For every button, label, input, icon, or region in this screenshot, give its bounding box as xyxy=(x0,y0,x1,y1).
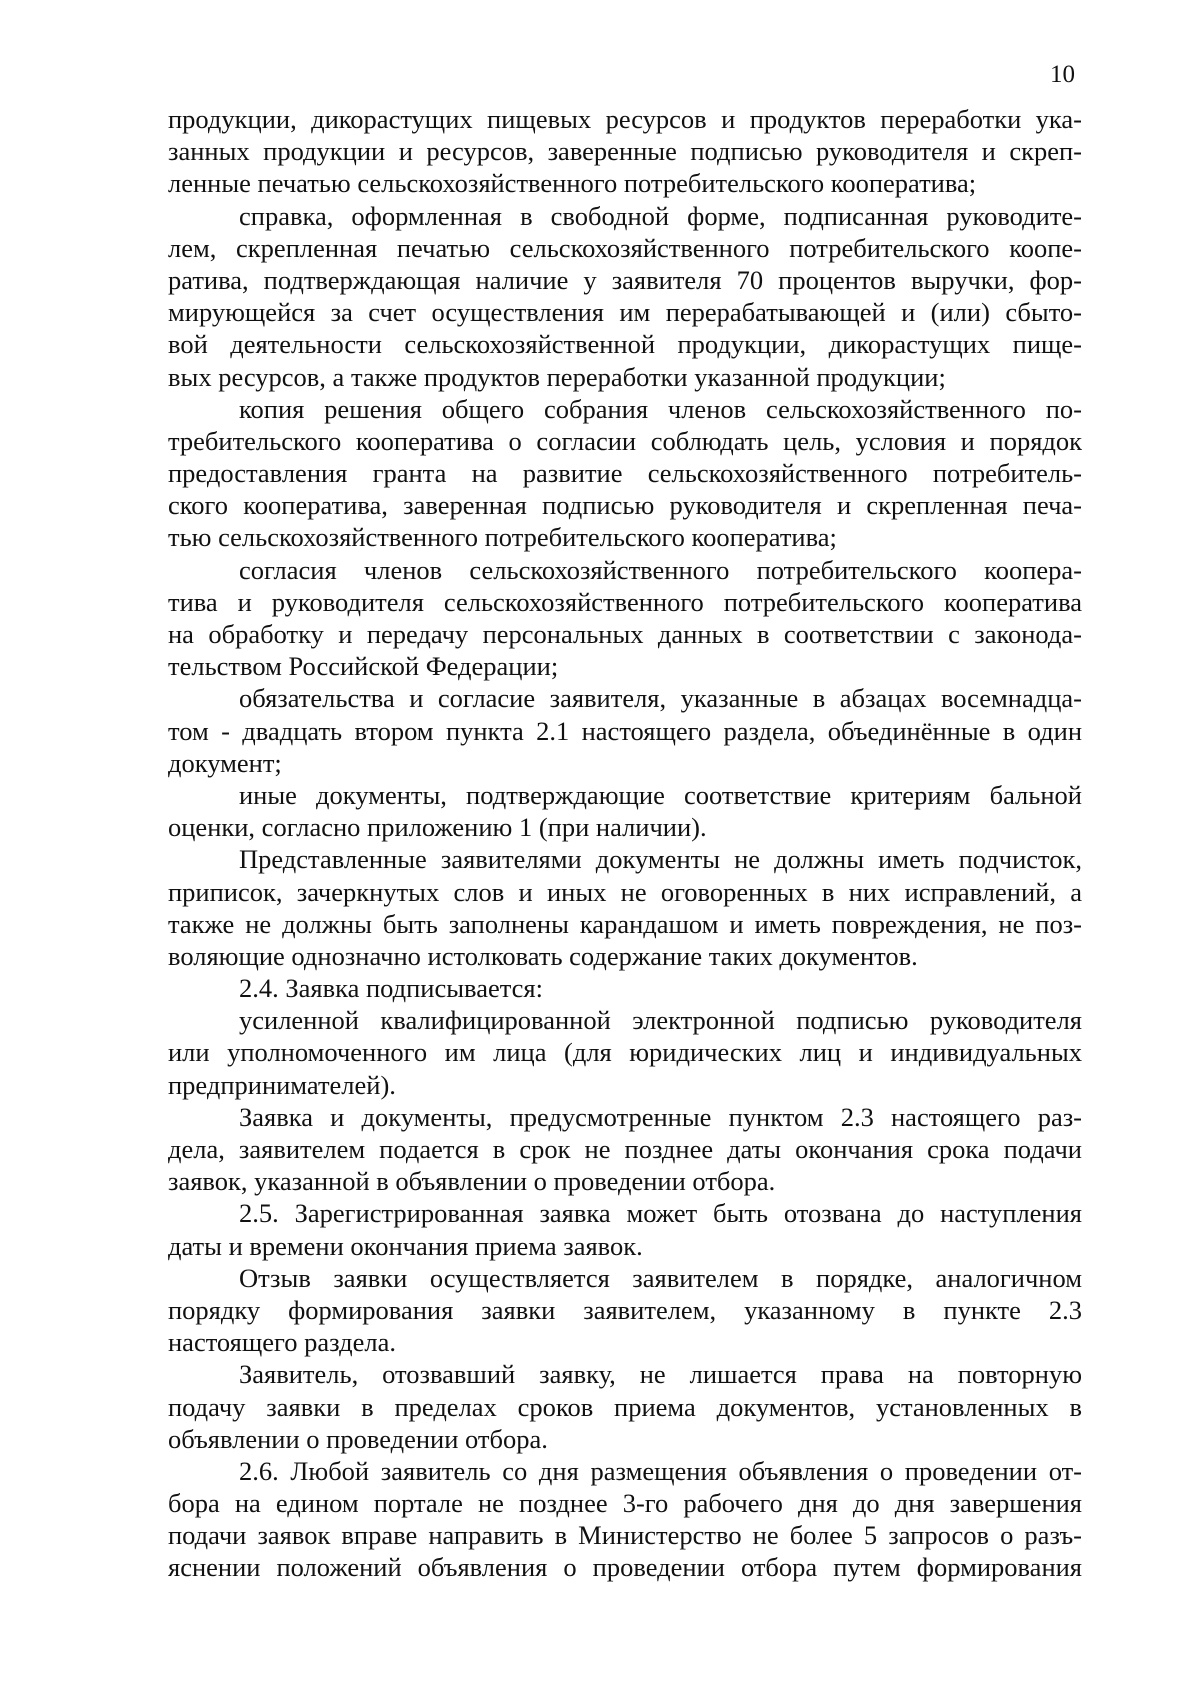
text-line: Заявитель, отозвавший заявку, не лишается права на повторную xyxy=(239,1359,1082,1390)
text-line: Заявка и документы, предусмотренные пунктом 2.3 настоящего раз- xyxy=(239,1101,1082,1132)
text-line: предоставления гранта на развитие сельскохозяйственного потребитель- xyxy=(168,458,1082,489)
text-line: вых ресурсов, а также продуктов переработки указанной продукции; xyxy=(168,361,946,392)
paragraph xyxy=(168,1455,1082,1584)
document-body xyxy=(168,103,1082,1584)
text-line: 2.6. Любой заявитель со дня размещения объявления о проведении от- xyxy=(239,1455,1082,1486)
text-line: бора на едином портале не позднее 3-го рабочего дня до дня завершения xyxy=(168,1488,1082,1519)
text-line: яснении положений объявления о проведении отбора путем формирования xyxy=(168,1552,1082,1583)
paragraph xyxy=(168,1262,1082,1359)
page-number: 10 xyxy=(1050,61,1075,88)
text-line: предпринимателей). xyxy=(168,1069,396,1100)
paragraph xyxy=(168,1197,1082,1261)
paragraph xyxy=(168,393,1082,554)
text-line: подачи заявок вправе направить в Министерство не более 5 запросов о разъ- xyxy=(168,1520,1082,1551)
text-line: объявлении о проведении отбора. xyxy=(168,1423,548,1454)
paragraph xyxy=(168,682,1082,779)
text-line: порядку формирования заявки заявителем, указанному в пункте 2.3 xyxy=(168,1294,1082,1325)
text-line: ленные печатью сельскохозяйственного потребительского кооператива; xyxy=(168,168,977,199)
paragraph xyxy=(168,200,1082,393)
paragraph xyxy=(168,103,1082,200)
text-line: иные документы, подтверждающие соответствие критериям бальной xyxy=(239,779,1082,810)
text-line: мирующейся за счет осуществления им перерабатывающей и (или) сбыто- xyxy=(168,297,1082,328)
text-line: оценки, согласно приложению 1 (при наличии). xyxy=(168,812,707,843)
text-line: справка, оформленная в свободной форме, подписанная руководите- xyxy=(239,200,1082,231)
paragraph xyxy=(168,779,1082,843)
text-line: том - двадцать втором пункта 2.1 настоящего раздела, объединённые в один xyxy=(168,715,1082,746)
text-line: воляющие однозначно истолковать содержание таких документов. xyxy=(168,940,918,971)
text-line: 2.4. Заявка подписывается: xyxy=(239,973,543,1004)
text-line: копия решения общего собрания членов сельскохозяйственного по- xyxy=(239,393,1082,424)
text-line: на обработку и передачу персональных данных в соответствии с законода- xyxy=(168,619,1082,649)
paragraph xyxy=(168,972,1082,1004)
text-line: ского кооператива, заверенная подписью руководителя и скрепленная печа- xyxy=(168,490,1082,521)
text-line: 2.5. Зарегистрированная заявка может быть отозвана до наступления xyxy=(239,1198,1082,1229)
text-line: или уполномоченного им лица (для юридических лиц и индивидуальных xyxy=(168,1037,1082,1068)
text-line: усиленной квалифицированной электронной подписью руководителя xyxy=(239,1005,1082,1036)
text-line: ратива, подтверждающая наличие у заявителя 70 процентов выручки, фор- xyxy=(168,264,1082,295)
text-line: вой деятельности сельскохозяйственной продукции, дикорастущих пище- xyxy=(168,329,1082,360)
text-line: Отзыв заявки осуществляется заявителем в порядке, аналогичном xyxy=(239,1262,1082,1293)
text-line: также не должны быть заполнены карандашом и иметь повреждения, не поз- xyxy=(168,908,1082,939)
text-line: обязательства и согласие заявителя, указанные в абзацах восемнадца- xyxy=(239,683,1082,714)
text-line: тью сельскохозяйственного потребительского кооператива; xyxy=(168,522,837,553)
paragraph xyxy=(168,1358,1082,1455)
text-line: даты и времени окончания приема заявок. xyxy=(168,1230,643,1261)
text-line: лем, скрепленная печатью сельскохозяйственного потребительского коопе- xyxy=(168,232,1082,263)
paragraph xyxy=(168,1004,1082,1101)
text-line: занных продукции и ресурсов, заверенные подписью руководителя и скреп- xyxy=(168,136,1082,167)
text-line: Представленные заявителями документы не должны иметь подчисток, xyxy=(239,844,1082,875)
text-line: документ; xyxy=(168,747,282,778)
text-line: согласия членов сельскохозяйственного потребительского коопера- xyxy=(239,554,1082,585)
text-line: тельством Российской Федерации; xyxy=(168,651,559,682)
text-line: тива и руководителя сельскохозяйственного потребительского кооператива xyxy=(168,586,1082,617)
text-line: подачу заявки в пределах сроков приема документов, установленных в xyxy=(168,1391,1082,1422)
text-line: требительского кооператива о согласии соблюдать цель, условия и порядок xyxy=(168,425,1082,456)
text-line: приписок, зачеркнутых слов и иных не оговоренных в них исправлений, а xyxy=(168,876,1082,907)
text-line: продукции, дикорастущих пищевых ресурсов и продуктов переработки ука- xyxy=(168,104,1082,134)
paragraph xyxy=(168,554,1082,683)
text-line: заявок, указанной в объявлении о проведении отбора. xyxy=(168,1166,776,1197)
paragraph xyxy=(168,1101,1082,1198)
text-line: дела, заявителем подается в срок не позднее даты окончания срока подачи xyxy=(168,1134,1082,1164)
text-line: настоящего раздела. xyxy=(168,1327,396,1358)
paragraph xyxy=(168,843,1082,972)
